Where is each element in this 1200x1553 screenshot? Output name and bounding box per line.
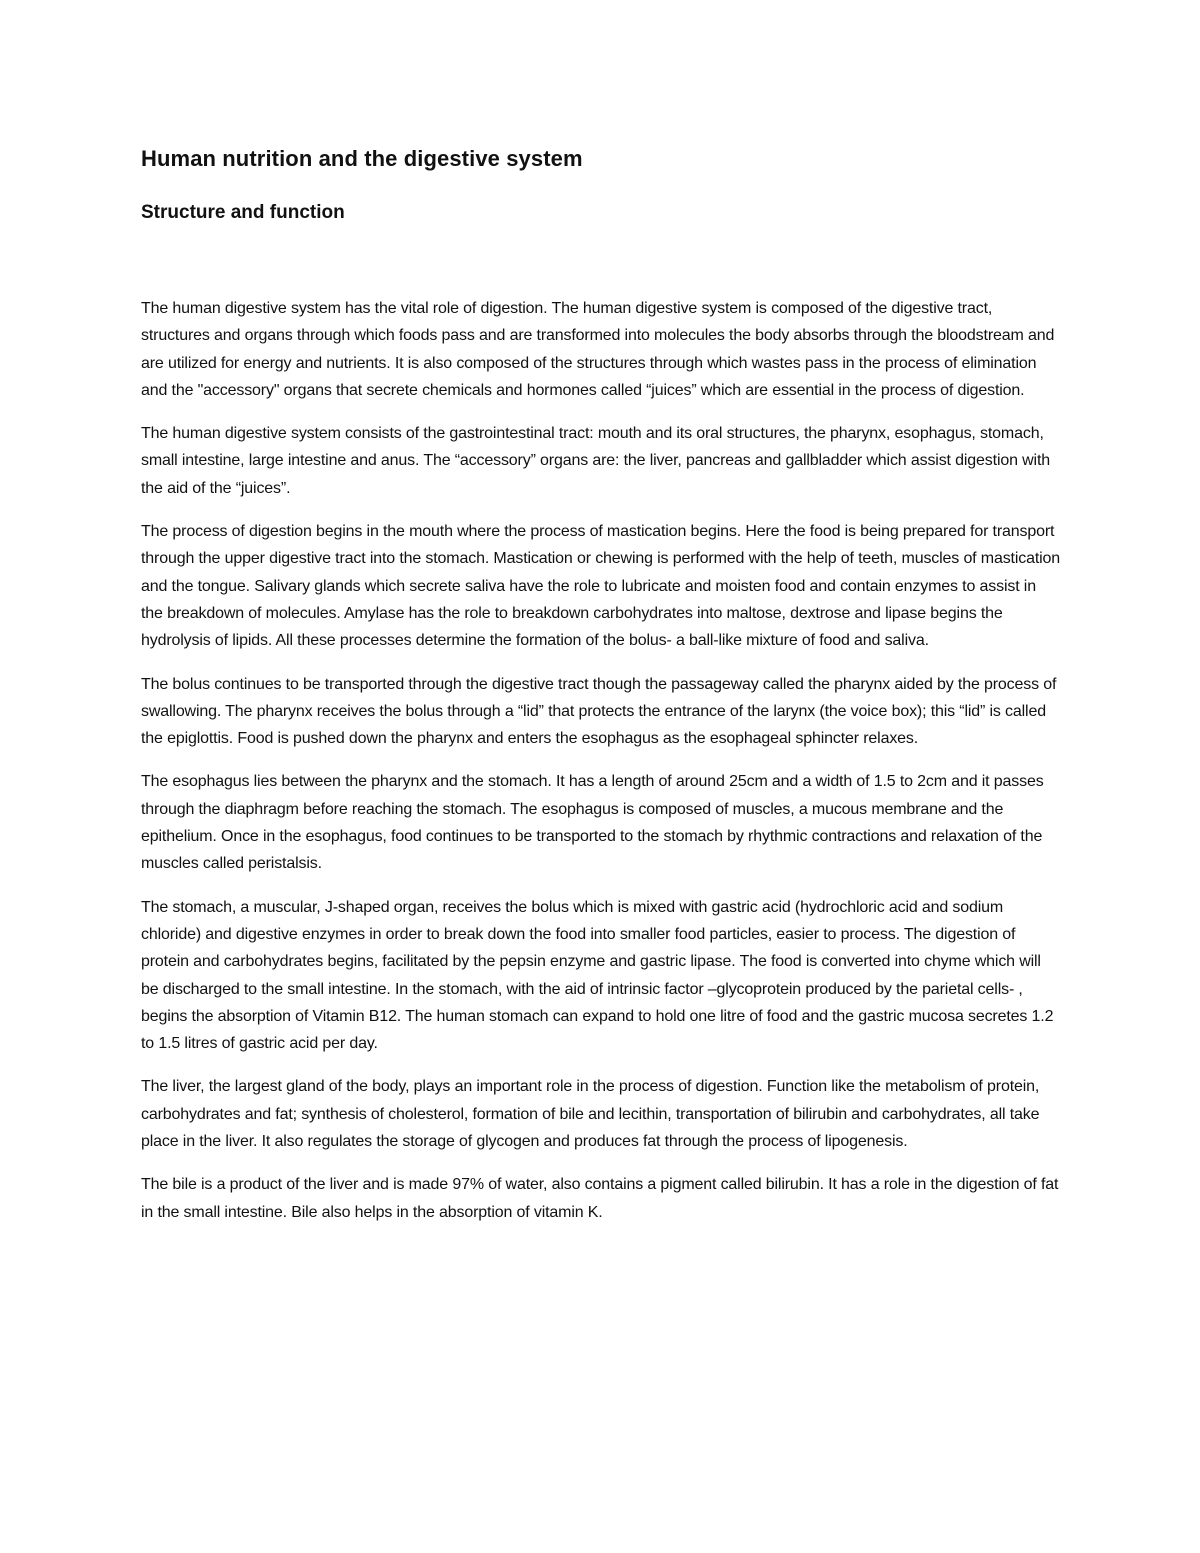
- paragraph-esophagus: The esophagus lies between the pharynx and the stomach. It has a length of around 25cm and a width of 1.5 to 2cm and it passes through the diaphragm before reaching the stomach. The esophagus is composed of muscles, a mucous membrane and the epithelium. Once in the esophagus, food continues to be transported to the stomach by rhythmic contractions and relaxation of the muscles called peristalsis.: [141, 773, 1044, 873]
- paragraph-liver: The liver, the largest gland of the body, plays an important role in the process of digestion. Function like the metabolism of protein, carbohydrates and fat; synthesis of cholesterol, formation of bile and lecithin, transportation of bilirubin and carbohydrates, all take place in the liver. It also regulates the storage of glycogen and produces fat through the process of lipogenesis.: [141, 1078, 1040, 1151]
- paragraph-bile: The bile is a product of the liver and is made 97% of water, also contains a pigment called bilirubin. It has a role in the digestion of fat in the small intestine. Bile also helps in the absorption of vitamin K.: [141, 1176, 1059, 1221]
- paragraph-gastrointestinal-tract: The human digestive system consists of the gastrointestinal tract: mouth and its oral structures, the pharynx, esophagus, stomach, small intestine, large intestine and anus. The “accessory” organs are: the liver, pancreas and gallbladder which assist digestion with the aid of the “juices”.: [141, 425, 1050, 497]
- paragraph-bolus-pharynx: The bolus continues to be transported through the digestive tract though the passageway called the pharynx aided by the process of swallowing. The pharynx receives the bolus through a “lid” that protects the entrance of the larynx (the voice box); this “lid” is called the epiglottis. Food is pushed down the pharynx and enters the esophagus as the esophageal sphincter relaxes.: [141, 675, 1057, 748]
- document-title: Human nutrition and the digestive system: [141, 146, 583, 171]
- document-body: [141, 295, 1061, 1226]
- paragraph-digestive-system-role: The human digestive system has the vital role of digestion. The human digestive system is composed of the digestive tract, structures and organs through which foods pass and are transformed into molecules the body absorbs through the bloodstream and are utilized for energy and nutrients. It is also composed of the structures through which wastes pass in the process of elimination and the "accessory" organs that secrete chemicals and hormones called “juices” which are essential in the process of digestion.: [141, 300, 1055, 399]
- document-subtitle: Structure and function: [141, 202, 345, 223]
- document-content: [141, 143, 1061, 1242]
- paragraph-mastication: The process of digestion begins in the mouth where the process of mastication begins. Here the food is being prepared for transport through the upper digestive tract into the stomach. Mastication or chewing is performed with the help of teeth, muscles of mastication and the tongue. Salivary glands which secrete saliva have the role to lubricate and moisten food and contain enzymes to assist in the breakdown of molecules. Amylase has the role to breakdown carbohydrates into maltose, dextrose and lipase begins the hydrolysis of lipids. All these processes determine the formation of the bolus- a ball-like mixture of food and saliva.: [141, 523, 1061, 650]
- paragraph-stomach: The stomach, a muscular, J-shaped organ, receives the bolus which is mixed with gastric acid (hydrochloric acid and sodium chloride) and digestive enzymes in order to break down the food into smaller food particles, easier to process. The digestion of protein and carbohydrates begins, facilitated by the pepsin enzyme and gastric lipase. The food is converted into chyme which will be discharged to the small intestine. In the stomach, with the aid of intrinsic factor –glycoprotein produced by the parietal cells- , begins the absorption of Vitamin B12. The human stomach can expand to hold one litre of food and the gastric mucosa secretes 1.2 to 1.5 litres of gastric acid per day.: [141, 898, 1054, 1053]
